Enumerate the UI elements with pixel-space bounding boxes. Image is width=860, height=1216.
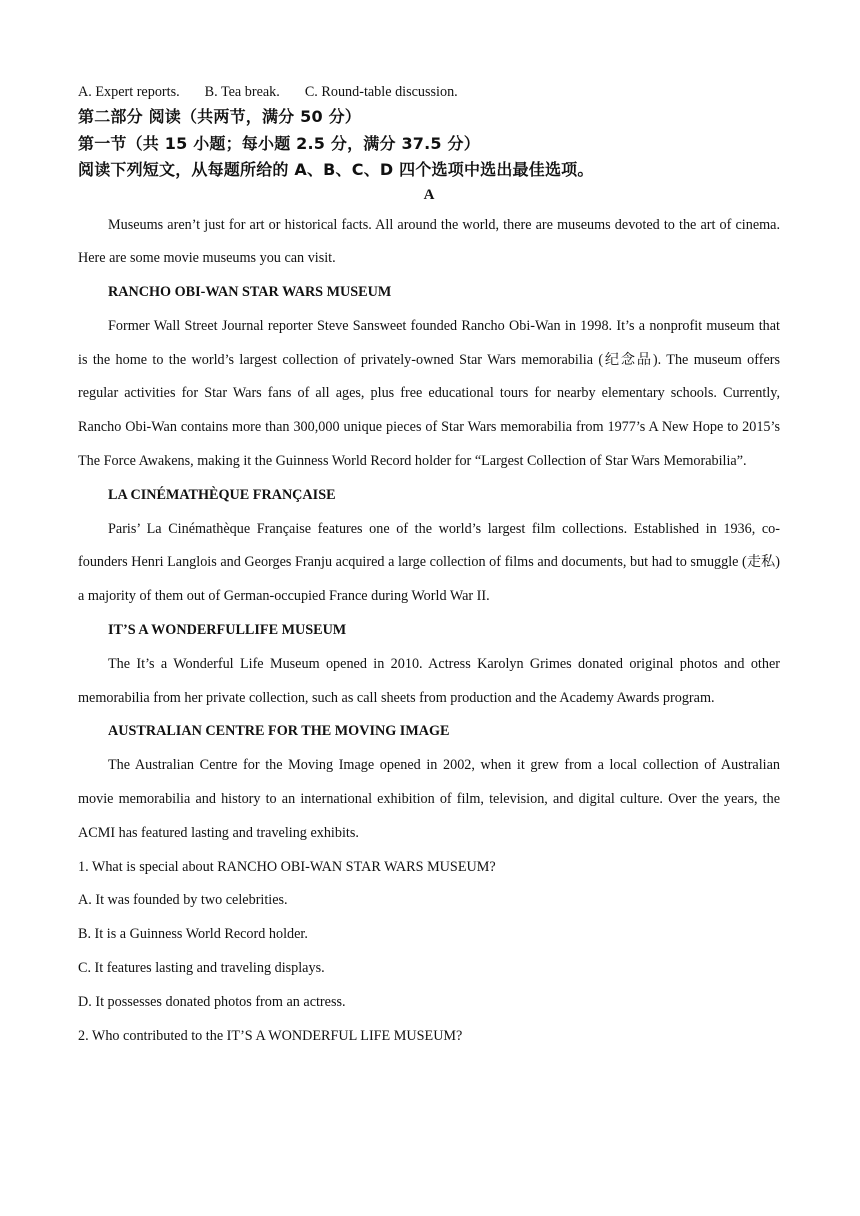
question-2-stem: 2. Who contributed to the IT’S A WONDERFUL LIFE MUSEUM? — [78, 1027, 463, 1044]
museum-text-cinematheque: Paris’ La Cinémathèque Française features one of the world’s largest film collections. Established in 1936, co-founders Henri Langlois and Georges Franju acquired a large collection of films and documents, but had to smuggle (走私) a majority of them out of German-occupied France during World War II. — [78, 520, 780, 605]
museum-heading-wonderful-life: IT’S A WONDERFULLIFE MUSEUM — [108, 622, 347, 639]
passage-intro: Museums aren’t just for art or historical facts. All around the world, there are museums devoted to the art of cinema. Here are some movie museums you can visit. — [78, 216, 780, 267]
question-1-option-c: C. It features lasting and traveling displays. — [78, 960, 325, 977]
option-a: A. Expert reports. — [78, 84, 180, 100]
part-header: 第二部分 阅读（共两节，满分 50 分） — [78, 107, 361, 126]
document-page — [78, 82, 780, 1053]
museum-text-wonderful-life: The It’s a Wonderful Life Museum opened in 2010. Actress Karolyn Grimes donated original photos and other memorabilia from her private collection, such as call sheets from production and the Academy Awards program. — [78, 655, 780, 706]
passage-letter: A — [423, 186, 435, 203]
museum-text-rancho: Former Wall Street Journal reporter Steve Sansweet founded Rancho Obi-Wan in 1998. It’s a nonprofit museum that is the home to the world’s largest collection of privately-owned Star Wars memorabilia (纪念品). The museum offers regular activities for Star Wars fans of all ages, plus free educational tours for nearby elementary schools. Currently, Rancho Obi-Wan contains more than 300,000 unique pieces of Star Wars memorabilia from 1977’s A New Hope to 2015’s The Force Awakens, making it the Guinness World Record holder for “Largest Collection of Star Wars Memorabilia”. — [78, 317, 780, 470]
option-c: C. Round-table discussion. — [304, 84, 458, 100]
question-1-option-b: B. It is a Guinness World Record holder. — [78, 926, 308, 943]
museum-heading-cinematheque: LA CINÉMATHÈQUE FRANÇAISE — [108, 486, 336, 503]
option-b: B. Tea break. — [204, 84, 280, 100]
section-header: 第一节（共 15 小题；每小题 2.5 分，满分 37.5 分） — [78, 133, 480, 153]
museum-text-acmi: The Australian Centre for the Moving Image opened in 2002, when it grew from a local collection of Australian movie memorabilia and history to an international exhibition of film, television, and digital culture. Over the years, the ACMI has featured lasting and traveling exhibits. — [78, 757, 780, 841]
museum-heading-rancho: RANCHO OBI-WAN STAR WARS MUSEUM — [108, 284, 392, 301]
museum-heading-acmi: AUSTRALIAN CENTRE FOR THE MOVING IMAGE — [108, 723, 450, 740]
previous-question-options — [78, 82, 780, 104]
question-1-option-a: A. It was founded by two celebrities. — [78, 892, 288, 909]
instructions: 阅读下列短文，从每题所给的 A、B、C、D 四个选项中选出最佳选项。 — [78, 160, 594, 179]
question-1-option-d: D. It possesses donated photos from an actress. — [78, 993, 346, 1010]
question-1-stem: 1. What is special about RANCHO OBI-WAN STAR WARS MUSEUM? — [78, 858, 496, 875]
